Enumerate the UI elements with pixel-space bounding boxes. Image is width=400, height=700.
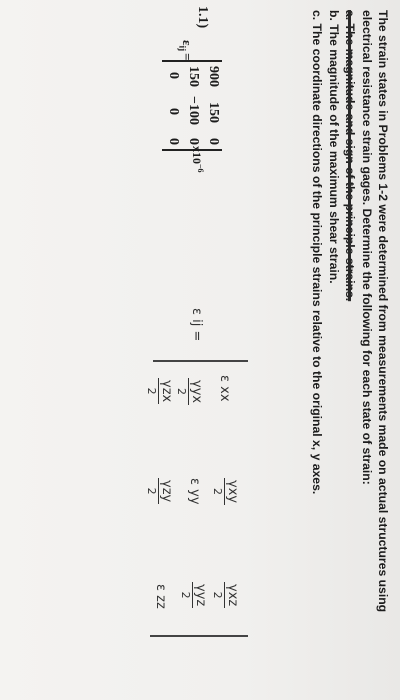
matrix-cell-23: 0 [186, 138, 201, 145]
hw-gzx: γzx 2 [145, 380, 174, 403]
part-a-text: a. The magnitude and sign of the principle strains. [343, 10, 357, 302]
matrix-cell-12: 150 [206, 102, 221, 123]
matrix-left-bracket [162, 60, 222, 62]
handwritten-lhs: ε ij = [189, 308, 204, 342]
part-b-text: b. The magnitude of the maximum shear strain. [327, 10, 341, 284]
matrix-cell-33: 0 [166, 138, 181, 145]
matrix-cell-22: −100 [186, 96, 201, 125]
hw-gxz: γxz 2 [211, 584, 240, 607]
matrix-cell-21: 150 [186, 66, 201, 87]
matrix-cell-11: 900 [206, 66, 221, 87]
handwritten-left-bracket [153, 360, 248, 362]
matrix-cell-32: 0 [166, 108, 181, 115]
hw-exx: ε xx [217, 375, 232, 402]
intro-line-1: The strain states in Problems 1-2 were determined from measurements made on actual structures using [376, 10, 390, 613]
handwritten-right-bracket [150, 635, 248, 637]
matrix-cell-31: 0 [166, 72, 181, 79]
problem-label: 1.1) [195, 6, 210, 29]
hw-gzy: γzy 2 [145, 480, 174, 503]
hw-gyz: γyz 2 [179, 584, 208, 607]
matrix-cell-13: 0 [206, 138, 221, 145]
part-c-text: c. The coordinate directions of the principle strains relative to the original x, y axes. [310, 10, 324, 495]
hw-ezz: ε zz [153, 584, 168, 609]
hw-gyx: γyx 2 [175, 380, 204, 404]
hw-eyy: ε yy [187, 478, 202, 505]
strain-symbol: $\varepsilon_{ij}=$ [177, 40, 195, 61]
matrix-scale: $x10^{-6}$ [190, 146, 205, 173]
intro-line-2: electrical resistance strain gages. Determine the following for each state of strain: [360, 10, 374, 485]
hw-gxy: γxy 2 [211, 480, 240, 504]
